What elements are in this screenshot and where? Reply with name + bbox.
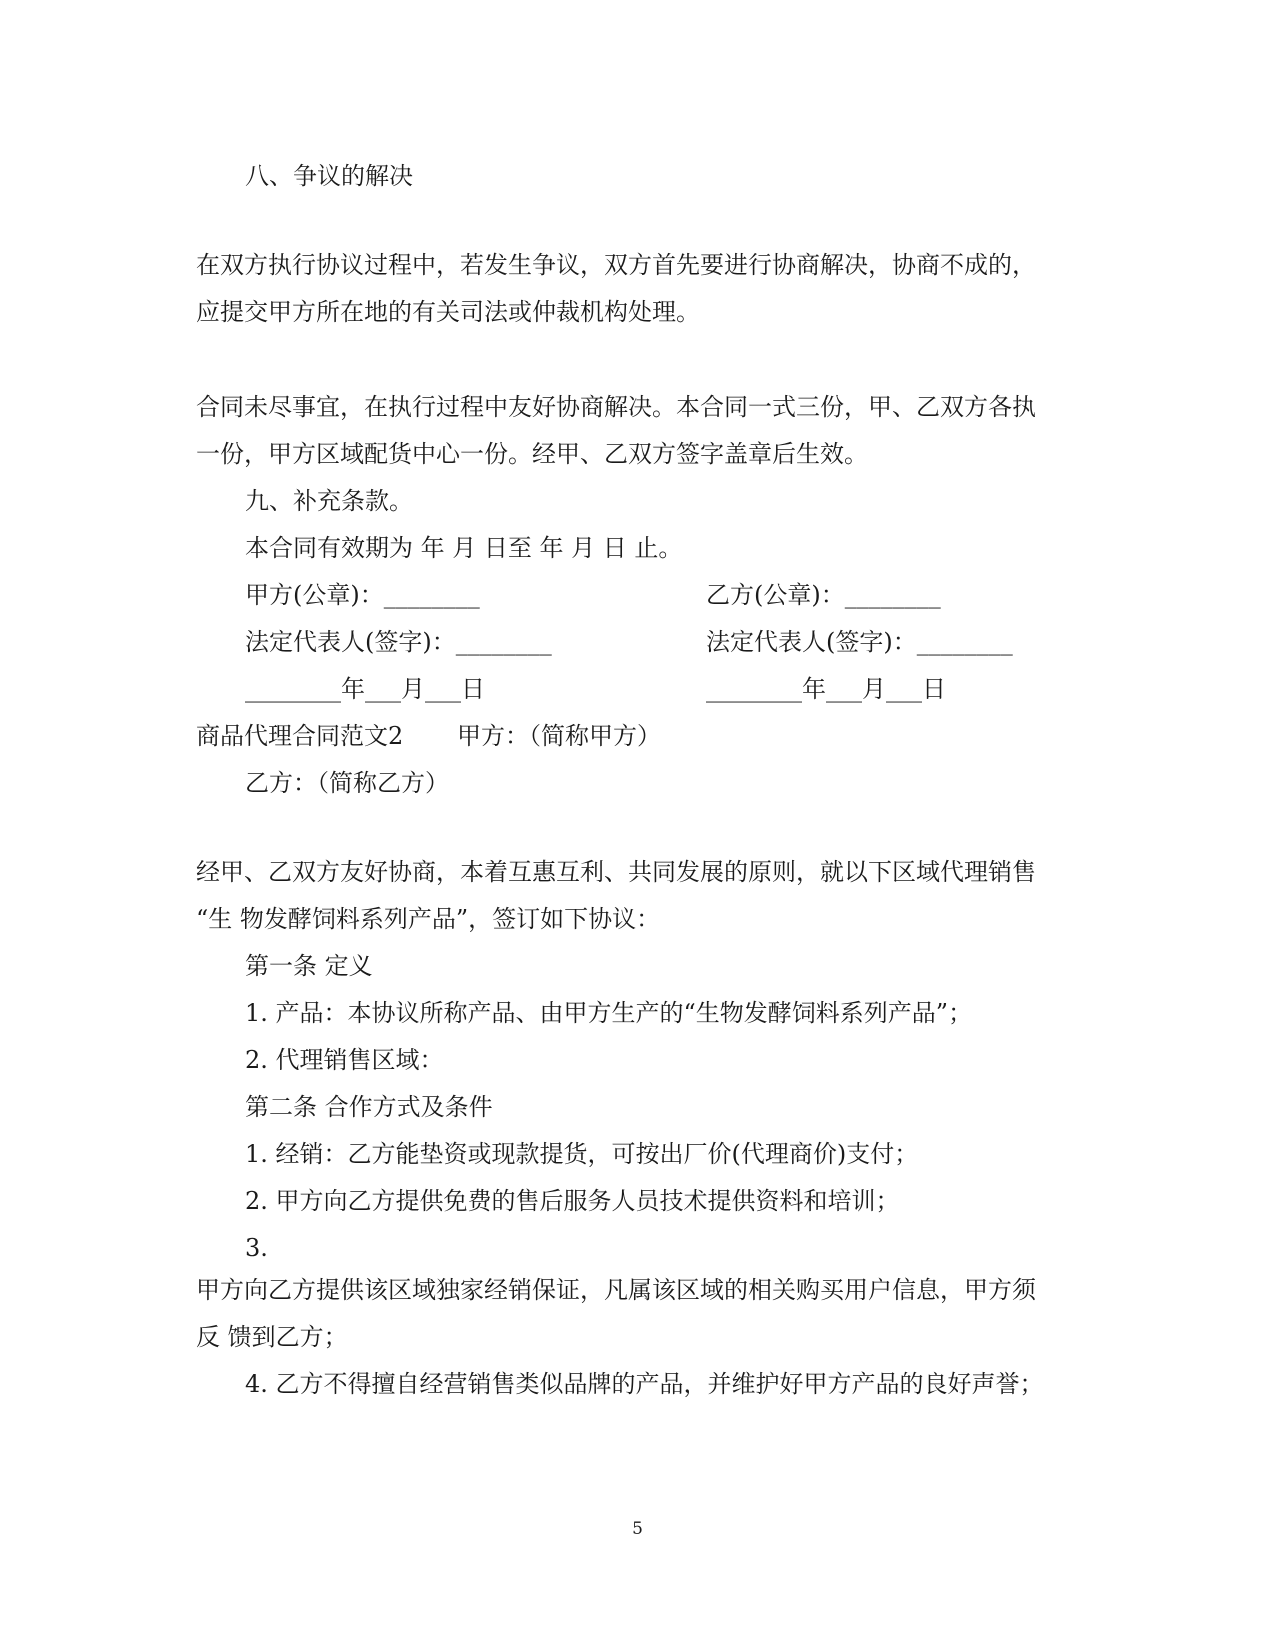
- article-2-item-3-number: 3.: [245, 1234, 268, 1262]
- paragraph-dispute-line-2: 应提交甲方所在地的有关司法或仲裁机构处理。: [196, 298, 700, 326]
- party-b-date: ________年___月___日: [706, 675, 946, 703]
- article-2-item-3-line-2: 反 馈到乙方；: [196, 1323, 348, 1351]
- sample-2-party-b: 乙方：（简称乙方）: [245, 769, 449, 797]
- article-2-item-2: 2. 甲方向乙方提供免费的售后服务人员技术提供资料和培训；: [245, 1187, 900, 1215]
- validity-period: 本合同有效期为 年 月 日至 年 月 日 止。: [245, 534, 683, 562]
- party-a-representative: 法定代表人(签字)：________: [245, 628, 552, 656]
- article-1-item-2: 2. 代理销售区域：: [245, 1046, 444, 1074]
- sample-2-title: 商品代理合同范文2: [196, 722, 404, 750]
- paragraph-dispute-line-1: 在双方执行协议过程中，若发生争议，双方首先要进行协商解决，协商不成的，: [196, 251, 1036, 279]
- paragraph-misc-line-2: 一份，甲方区域配货中心一份。经甲、乙双方签字盖章后生效。: [196, 440, 868, 468]
- article-2-item-3-line-1: 甲方向乙方提供该区域独家经销保证，凡属该区域的相关购买用户信息，甲方须: [196, 1276, 1036, 1304]
- page-number: 5: [632, 1519, 643, 1539]
- intro-line-2: “生 物发酵饲料系列产品”，签订如下协议：: [196, 905, 661, 933]
- article-2-heading: 第二条 合作方式及条件: [245, 1093, 493, 1121]
- article-2-item-4: 4. 乙方不得擅自经营销售类似品牌的产品，并维护好甲方产品的良好声誉；: [245, 1370, 1044, 1398]
- article-1-item-1: 1. 产品：本协议所称产品、由甲方生产的“生物发酵饲料系列产品”；: [245, 999, 973, 1027]
- article-2-item-1: 1. 经销：乙方能垫资或现款提货，可按出厂价(代理商价)支付；: [245, 1140, 919, 1168]
- party-a-date: ________年___月___日: [245, 675, 485, 703]
- party-b-seal: 乙方(公章)：________: [706, 581, 941, 609]
- party-b-representative: 法定代表人(签字)：________: [706, 628, 1013, 656]
- section-heading-supplement: 九、补充条款。: [245, 487, 413, 515]
- intro-line-1: 经甲、乙双方友好协商，本着互惠互利、共同发展的原则，就以下区域代理销售: [196, 858, 1036, 886]
- sample-2-party-a: 甲方：（简称甲方）: [457, 722, 661, 750]
- section-heading-dispute: 八、争议的解决: [245, 162, 413, 190]
- paragraph-misc-line-1: 合同未尽事宜，在执行过程中友好协商解决。本合同一式三份，甲、乙双方各执: [196, 393, 1036, 421]
- party-a-seal: 甲方(公章)：________: [245, 581, 480, 609]
- article-1-heading: 第一条 定义: [245, 952, 373, 980]
